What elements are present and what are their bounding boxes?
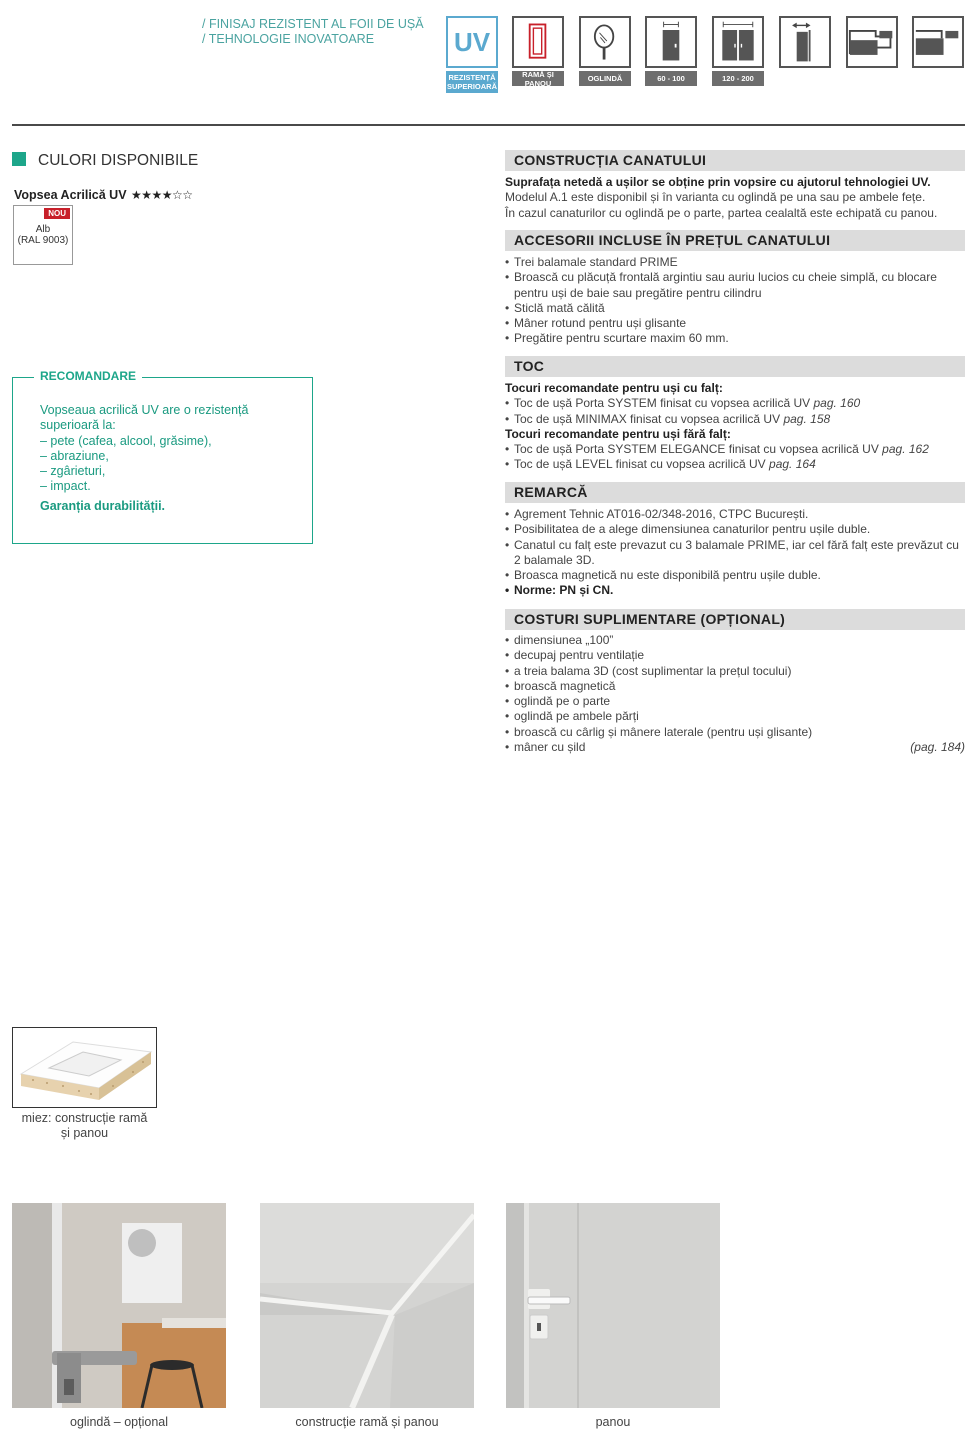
uv-label: REZISTENȚĂ SUPERIOARĂ: [446, 73, 497, 91]
remarca-list: [505, 507, 965, 599]
list-item: • Posibilitatea de a alege dimensiunea canaturilor pentru ușile duble.: [505, 522, 965, 537]
mirror-icon: [579, 16, 631, 68]
tagline-line-2: / TEHNOLOGIE INOVATOARE: [202, 32, 375, 46]
paint-label: Vopsea Acrilică UV: [14, 188, 127, 202]
toc-body: Tocuri recomandate pentru uși cu falț: • Toc de ușă Porta SYSTEM finisat cu vopsea acrilică UV pag. 160 • Toc de ușă MINIMAX finisat cu vopsea acrilică UV pag. 158 Tocuri recomandate pentru uși fără falț: • Toc de ușă Porta SYSTEM ELEGANCE finisat cu vopsea acrilică UV pag. 162 • Toc de ușă LEVEL finisat cu vopsea acrilică UV pag. 164: [505, 381, 965, 473]
list-item: • Agrement Tehnic AT016-02/348-2016, CTPC București.: [505, 507, 965, 522]
list-item: • Norme: PN și CN.: [505, 583, 965, 598]
list-item: • Broasca magnetică nu este disponibilă pentru ușile duble.: [505, 568, 965, 583]
list-item: • Canatul cu falț este prevazut cu 3 balamale PRIME, iar cel fără falț este prevăzut cu 2 balamale 3D.: [505, 538, 965, 569]
colors-title: CULORI DISPONIBILE: [38, 152, 199, 169]
page-reference: (pag. 184): [910, 740, 965, 755]
tagline-line-1: / FINISAJ REZISTENT AL FOII DE UȘĂ: [202, 17, 424, 31]
double-door-icon: [712, 16, 764, 68]
list-item: • Toc de ușă Porta SYSTEM finisat cu vopsea acrilică UV pag. 160: [505, 396, 965, 411]
single-door-label: 60 - 100: [645, 71, 697, 86]
list-item: • Toc de ușă Porta SYSTEM ELEGANCE finisat cu vopsea acrilică UV pag. 162: [505, 442, 965, 457]
list-item: • broască magnetică: [505, 679, 965, 694]
rating-stars: ★★★★☆☆: [131, 188, 193, 202]
list-item: • mâner cu șild: [505, 740, 965, 755]
accesorii-list: [505, 255, 965, 347]
list-item: • Pregătire pentru scurtare maxim 60 mm.: [505, 331, 965, 346]
list-item: • Mâner rotund pentru uși glisante: [505, 316, 965, 331]
mirror-label: OGLINDĂ: [579, 71, 631, 86]
core-construction-image: [12, 1027, 157, 1108]
costuri-list: [505, 633, 965, 755]
list-item: • Broască cu plăcuță frontală argintiu sau auriu lucios cu cheie simplă, cu blocare pentru uși de baie sau pregătire pentru cilindru: [505, 270, 965, 301]
toc-heading: TOC: [505, 356, 965, 377]
panel-photo-caption: panou: [595, 1415, 631, 1429]
single-door-icon: [645, 16, 697, 68]
recommendation-strong: Garanția durabilității.: [40, 498, 166, 513]
list-item: • a treia balama 3D (cost suplimentar la prețul tocului): [505, 664, 965, 679]
color-swatch-alb[interactable]: [13, 205, 73, 265]
list-item: • dimensiunea „100”: [505, 633, 965, 648]
new-badge: NOU: [44, 208, 70, 219]
costuri-heading: COSTURI SUPLIMENTARE (OPȚIONAL): [505, 609, 965, 630]
mirror-photo: [12, 1203, 226, 1408]
panel-photo: [506, 1203, 720, 1408]
mirror-photo-caption: oglindă – opțional: [70, 1415, 168, 1429]
rebated-edge-icon: [846, 16, 898, 68]
section-marker: [12, 152, 26, 166]
core-caption: miez: construcție ramă și panou: [21, 1111, 148, 1140]
constructie-heading: CONSTRUCȚIA CANATULUI: [505, 150, 965, 171]
recommendation-title: RECOMANDARE: [34, 369, 142, 383]
swatch-name: Alb: [35, 224, 51, 235]
list-item: • Sticlă mată călită: [505, 301, 965, 316]
list-item: • oglindă pe ambele părți: [505, 709, 965, 724]
frame-panel-icon: [512, 16, 564, 68]
list-item: • Trei balamale standard PRIME: [505, 255, 965, 270]
list-item: • Toc de ușă LEVEL finisat cu vopsea acrilică UV pag. 164: [505, 457, 965, 472]
flush-edge-icon: [912, 16, 964, 68]
list-item: • broască cu cârlig și mânere laterale (pentru uși glisante): [505, 725, 965, 740]
recommendation-text: Vopseaua acrilică UV are o rezistență superioară la: – pete (cafea, alcool, grăsime), – abraziune, – zgârieturi, – impact. Garanția durabilității.: [40, 403, 300, 514]
list-item: • Toc de ușă MINIMAX finisat cu vopsea acrilică UV pag. 158: [505, 412, 965, 427]
top-divider: [12, 124, 965, 126]
list-item: • oglindă pe o parte: [505, 694, 965, 709]
double-door-label: 120 - 200: [712, 71, 764, 86]
swatch-code: (RAL 9003): [17, 235, 69, 246]
list-item: • decupaj pentru ventilație: [505, 648, 965, 663]
frame-panel-photo-caption: construcție ramă și panou: [295, 1415, 439, 1429]
accesorii-heading: ACCESORII INCLUSE ÎN PREȚUL CANATULUI: [505, 230, 965, 251]
uv-icon: [446, 16, 498, 68]
frame-panel-label: RAMĂ ȘI PANOU: [512, 71, 564, 86]
tagline: [202, 17, 424, 47]
constructie-body: Suprafața netedă a ușilor se obține prin vopsire cu ajutorul tehnologiei UV. Modelul A.1 este disponibil și în varianta cu oglindă pe una sau pe ambele fețe. În cazul canaturilor cu oglindă pe o parte, partea cealaltă este echipată cu panou.: [505, 175, 938, 220]
sliding-door-icon: [779, 16, 831, 68]
remarca-heading: REMARCĂ: [505, 482, 965, 503]
paint-type: [14, 186, 193, 204]
frame-panel-photo: [260, 1203, 474, 1408]
uv-icon-text: UV: [453, 26, 491, 57]
